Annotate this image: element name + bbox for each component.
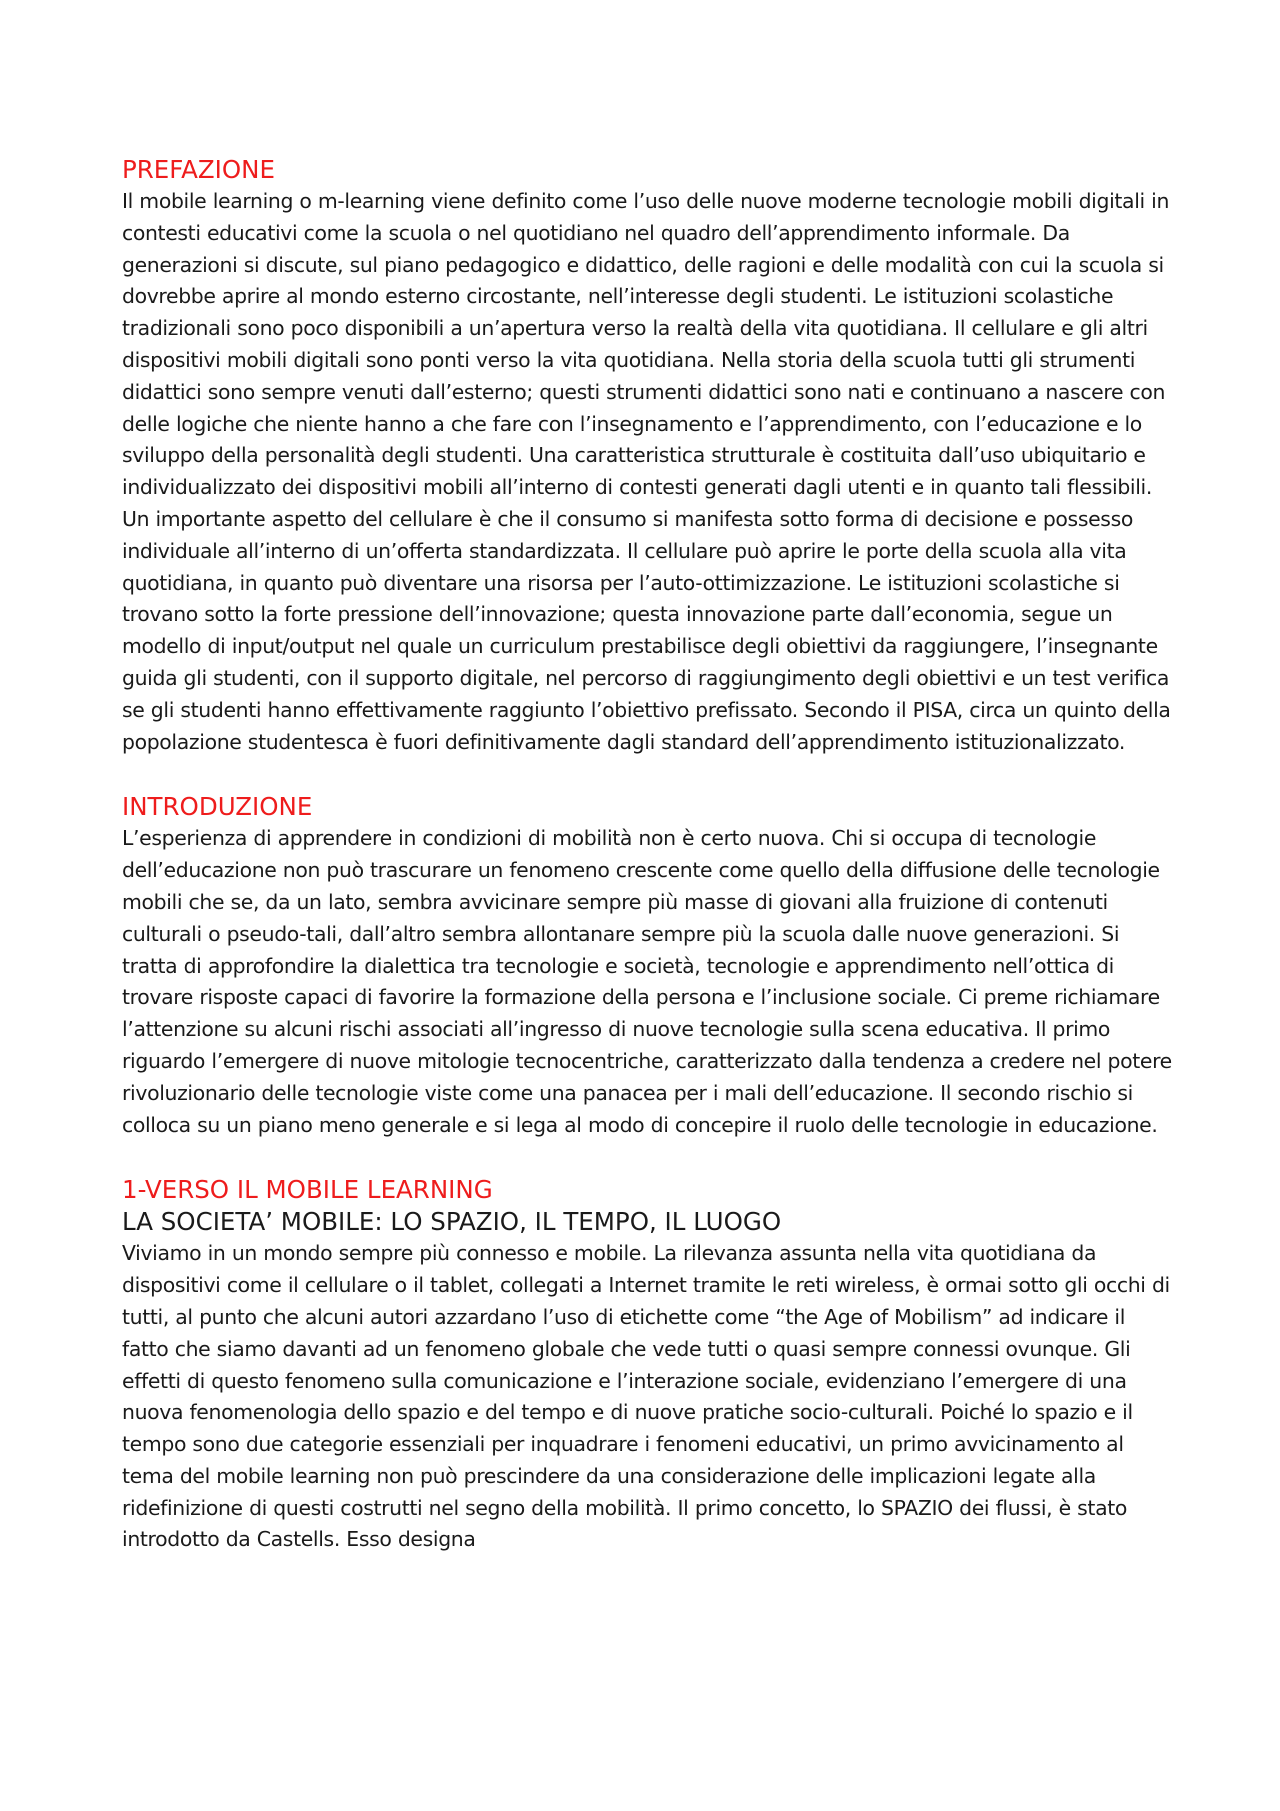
section-spacer (122, 1141, 1174, 1174)
paragraph-prefazione: Il mobile learning o m-learning viene definito come l’uso delle nuove moderne tecnologie mobili digitali in contesti educativi come la scuola o nel quotidiano nel quadro dell’apprendimento informale. Da generazioni si discute, sul piano pedagogico e didattico, delle ragioni e delle modalità con cui la scuola si dovrebbe aprire al mondo esterno circostante, nell’interesse degli studenti. Le istituzioni scolastiche tradizionali sono poco disponibili a un’apertura verso la realtà della vita quotidiana. Il cellulare e gli altri dispositivi mobili digitali sono ponti verso la vita quotidiana. Nella storia della scuola tutti gli strumenti didattici sono sempre venuti dall’esterno; questi strumenti didattici sono nati e continuano a nascere con delle logiche che niente hanno a che fare con l’insegnamento e l’apprendimento, con l’educazione e lo sviluppo della personalità degli studenti. Una caratteristica strutturale è costituita dall’uso ubiquitario e individualizzato dei dispositivi mobili all’interno di contesti generati dagli utenti e in quanto tali flessibili. Un importante aspetto del cellulare è che il consumo si manifesta sotto forma di decisione e possesso individuale all’interno di un’offerta standardizzata. Il cellulare può aprire le porte della scuola alla vita quotidiana, in quanto può diventare una risorsa per l’auto-ottimizzazione. Le istituzioni scolastiche si trovano sotto la forte pressione dell’innovazione; questa innovazione parte dall’economia, segue un modello di input/output nel quale un curriculum prestabilisce degli obiettivi da raggiungere, l’insegnante guida gli studenti, con il supporto digitale, nel percorso di raggiungimento degli obiettivi e un test verifica se gli studenti hanno effettivamente raggiunto l’obiettivo prefissato. Secondo il PISA, circa un quinto della popolazione studentesca è fuori definitivamente dagli standard dell’apprendimento istituzionalizzato. (122, 189, 1171, 754)
section-spacer (122, 758, 1174, 791)
heading-chapter-1: 1-VERSO IL MOBILE LEARNING (122, 1175, 493, 1205)
paragraph-chapter-1: Viviamo in un mondo sempre più connesso e mobile. La rilevanza assunta nella vita quotidiana da dispositivi come il cellulare o il tablet, collegati a Internet tramite le reti wireless, è ormai sotto gli occhi di tutti, al punto che alcuni autori azzardano l’uso di etichette come “the Age of Mobilism” ad indicare il fatto che siamo davanti ad un fenomeno globale che vede tutti o quasi sempre connessi ovunque. Gli effetti di questo fenomeno sulla comunicazione e l’interazione sociale, evidenziano l’emergere di una nuova fenomenologia dello spazio e del tempo e di nuove pratiche socio-culturali. Poiché lo spazio e il tempo sono due categorie essenziali per inquadrare i fenomeni educativi, un primo avvicinamento al tema del mobile learning non può prescindere da una considerazione delle implicazioni legate alla ridefinizione di questi costrutti nel segno della mobilità. Il primo concetto, lo SPAZIO dei flussi, è stato introdotto da Castells. Esso designa (122, 1241, 1170, 1552)
subheading-societa-mobile: LA SOCIETA’ MOBILE: LO SPAZIO, IL TEMPO, IL LUOGO (122, 1207, 782, 1237)
document-content (122, 154, 1174, 1556)
heading-introduzione: INTRODUZIONE (122, 792, 313, 822)
heading-prefazione: PREFAZIONE (122, 155, 275, 184)
paragraph-introduzione: L’esperienza di apprendere in condizioni di mobilità non è certo nuova. Chi si occupa di tecnologie dell’educazione non può trascurare un fenomeno crescente come quello della diffusione delle tecnologie mobili che se, da un lato, sembra avvicinare sempre più masse di giovani alla fruizione di contenuti culturali o pseudo-tali, dall’altro sembra allontanare sempre più la scuola dalle nuove generazioni. Si tratta di approfondire la dialettica tra tecnologie e società, tecnologie e apprendimento nell’ottica di trovare risposte capaci di favorire la formazione della persona e l’inclusione sociale. Ci preme richiamare l’attenzione su alcuni rischi associati all’ingresso di nuove tecnologie sulla scena educativa. Il primo riguardo l’emergere di nuove mitologie tecnocentriche, caratterizzato dalla tendenza a credere nel potere rivoluzionario delle tecnologie viste come una panacea per i mali dell’educazione. Il secondo rischio si colloca su un piano meno generale e si lega al modo di concepire il ruolo delle tecnologie in educazione. (122, 826, 1172, 1137)
